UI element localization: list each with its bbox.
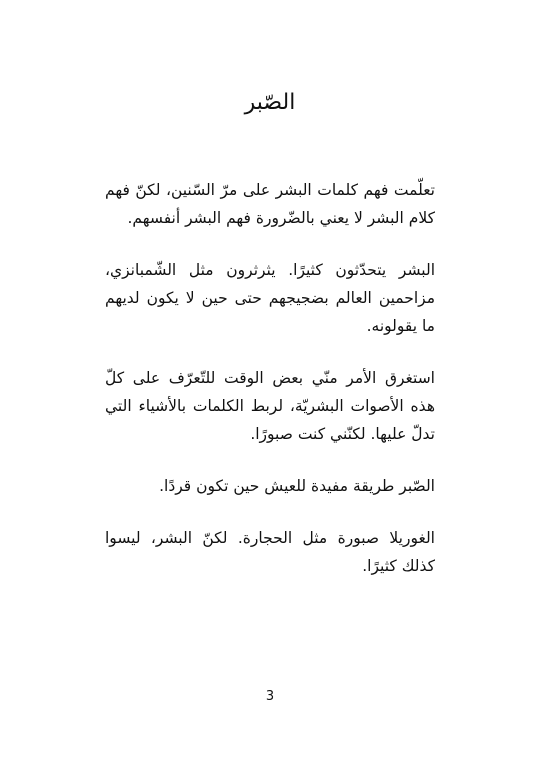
body-text bbox=[105, 176, 435, 604]
page-number: 3 bbox=[265, 689, 275, 704]
paragraph-4: الصّبر طريقة مفيدة للعيش حين تكون قردًا. bbox=[159, 477, 435, 495]
paragraph-3: استغرق الأمر منّي بعض الوقت للتّعرّف على كلّ هذه الأصوات البشريّة، لربط الكلمات بالأشياء التي تدلّ عليها. لكنّني كنت صبورًا. bbox=[105, 369, 435, 443]
paragraph-2: البشر يتحدّثون كثيرًا. يثرثرون مثل الشّمبانزي، مزاحمين العالم بضجيجهم حتى حين لا يكون لديهم ما يقولونه. bbox=[105, 261, 435, 335]
paragraph-5: الغوريلا صبورة مثل الحجارة. لكنّ البشر، ليسوا كذلك كثيرًا. bbox=[105, 529, 435, 575]
paragraph-1: تعلّمت فهم كلمات البشر على مرّ السّنين، لكنّ فهم كلام البشر لا يعني بالضّرورة فهم البشر أنفسهم. bbox=[105, 181, 435, 227]
chapter-title: الصّبر bbox=[244, 90, 296, 115]
